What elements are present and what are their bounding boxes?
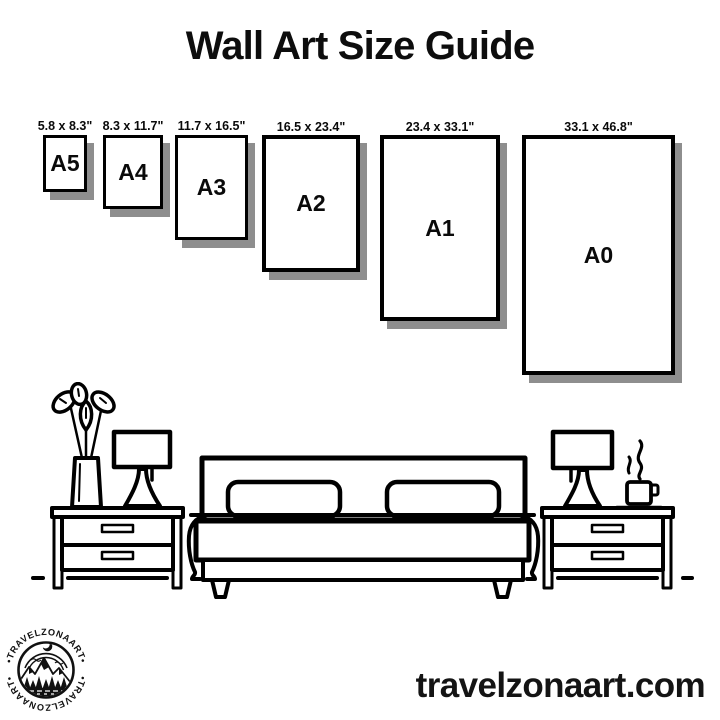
page-title: Wall Art Size Guide xyxy=(185,24,535,68)
size-dimensions-label: 16.5 x 23.4" xyxy=(276,120,346,134)
pillow-left xyxy=(228,482,340,516)
size-dimensions-label: 5.8 x 8.3" xyxy=(37,119,93,133)
size-box-a1 xyxy=(380,120,500,321)
mattress xyxy=(196,521,529,560)
drawer-handle xyxy=(592,552,623,559)
steam xyxy=(628,457,630,473)
drawer-handle xyxy=(102,552,133,559)
lamp-shade xyxy=(114,432,170,467)
size-dimensions-label: 11.7 x 16.5" xyxy=(177,119,246,133)
size-box-a5 xyxy=(37,119,93,192)
logo-arc-text-bottom: •TRAVELZONAART• xyxy=(4,675,88,713)
pillow-right xyxy=(387,482,499,516)
cup xyxy=(627,482,651,504)
bed-leg-right xyxy=(494,580,511,597)
size-dimensions-label: 33.1 x 46.8" xyxy=(564,120,633,134)
size-name-label: A3 xyxy=(196,174,227,200)
potted-plant xyxy=(49,382,117,507)
drawer-handle xyxy=(592,525,623,532)
size-dimensions-label: 8.3 x 11.7" xyxy=(102,119,164,133)
lamp-shade xyxy=(553,432,612,468)
double-bed xyxy=(189,458,538,597)
size-box-a0 xyxy=(522,120,675,375)
bed-leg-left xyxy=(212,580,229,597)
size-name-label: A1 xyxy=(425,214,455,241)
steam xyxy=(638,441,641,479)
website-url: travelzonaart.com xyxy=(415,666,705,705)
size-box-a2 xyxy=(262,120,360,272)
brand-logo xyxy=(3,627,89,713)
table-lamp-right xyxy=(553,432,612,506)
size-box-a4 xyxy=(102,119,164,209)
coffee-cup-with-steam xyxy=(617,441,661,508)
size-dimensions-label: 23.4 x 33.1" xyxy=(405,120,475,134)
size-box-a3 xyxy=(175,119,248,240)
drawer-handle xyxy=(102,525,133,532)
size-name-label: A4 xyxy=(118,158,148,185)
size-name-label: A2 xyxy=(296,190,326,216)
bed-base xyxy=(203,560,523,580)
size-name-label: A0 xyxy=(583,241,614,268)
vase xyxy=(72,458,101,507)
bedroom-scene-illustration xyxy=(0,382,720,617)
logo-arc-text-top: •TRAVELZONAART• xyxy=(3,627,89,664)
size-name-label: A5 xyxy=(50,150,80,176)
table-lamp-left xyxy=(114,432,170,506)
